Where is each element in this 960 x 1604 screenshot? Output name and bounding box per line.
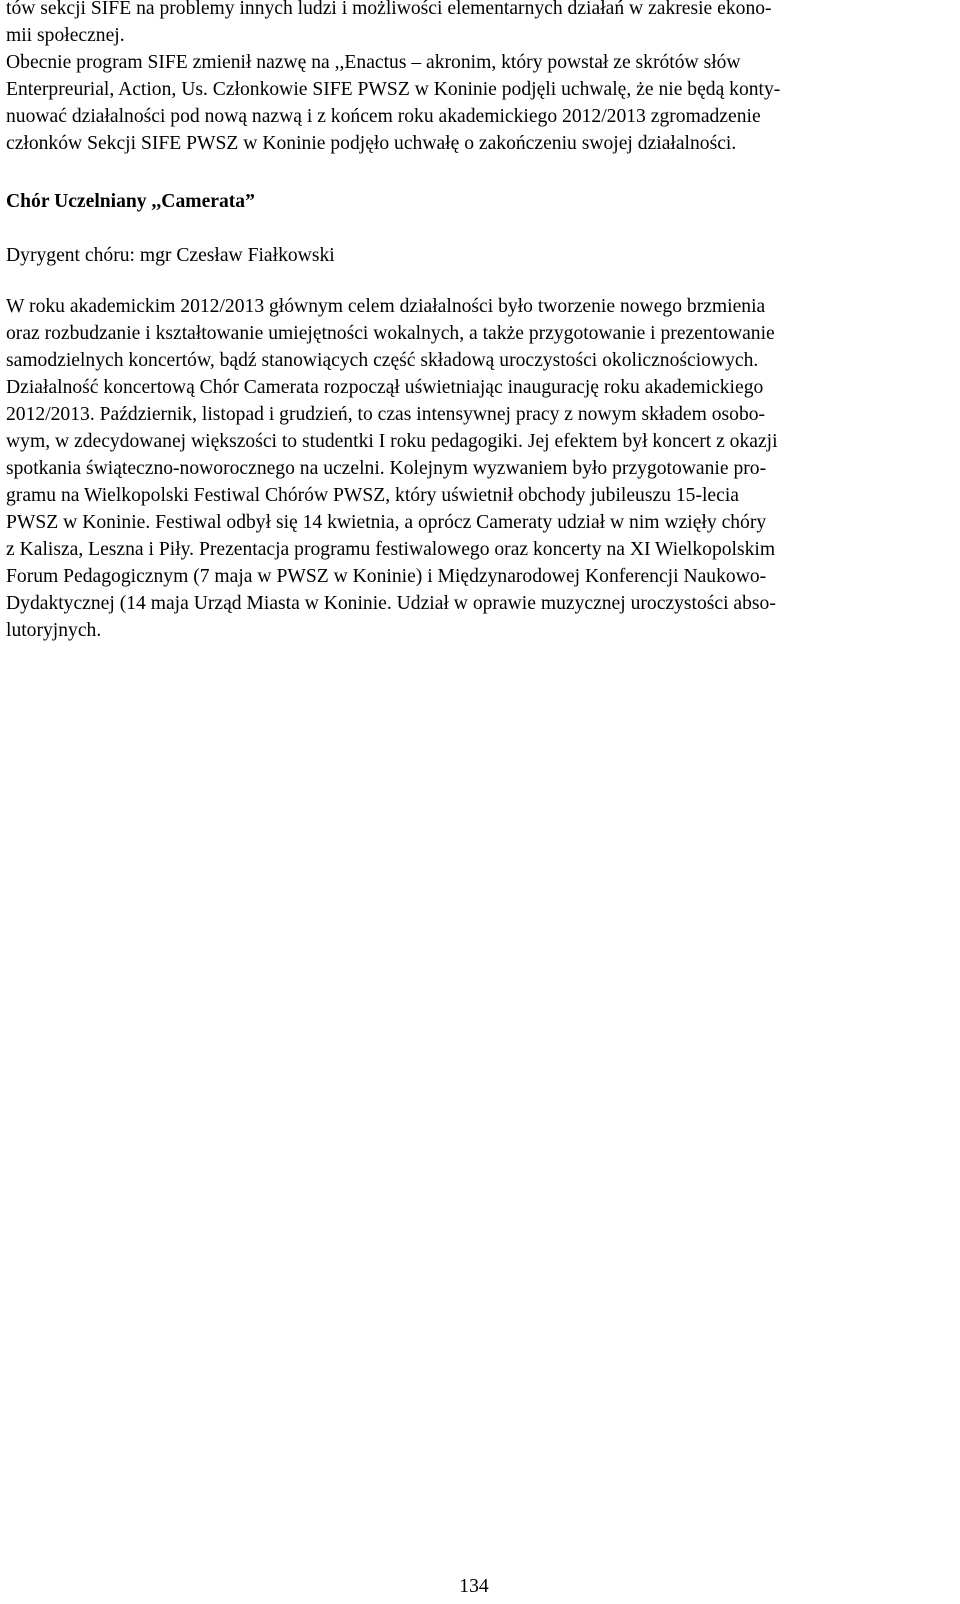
paragraph-line: z Kalisza, Leszna i Piły. Prezentacja programu festiwalowego oraz koncerty na XI Wielkopolskim (6, 539, 776, 560)
main-paragraph (6, 293, 942, 644)
paragraph-line: W roku akademickim 2012/2013 głównym celem działalności było tworzenie nowego brzmienia (6, 296, 766, 317)
paragraph-line: nuować działalności pod nową nazwą i z końcem roku akademickiego 2012/2013 zgromadzenie (6, 106, 761, 127)
paragraph-line: wym, w zdecydowanej większości to studentki I roku pedagogiki. Jej efektem był koncert z okazji (6, 431, 778, 452)
paragraph-line: lutoryjnych. (6, 620, 102, 641)
paragraph-line: gramu na Wielkopolski Festiwal Chórów PWSZ, który uświetnił obchody jubileuszu 15-lecia (6, 485, 739, 506)
paragraph-line: tów sekcji SIFE na problemy innych ludzi i możliwości elementarnych działań w zakresie ekono- (6, 0, 772, 19)
paragraph-line: mii społecznej. (6, 25, 125, 46)
paragraph-line: spotkania świąteczno-noworocznego na uczelni. Kolejnym wyzwaniem było przygotowanie pro- (6, 458, 767, 479)
paragraph-line: Forum Pedagogicznym (7 maja w PWSZ w Koninie) i Międzynarodowej Konferencji Naukowo- (6, 566, 767, 587)
top-paragraph (6, 0, 942, 157)
paragraph-line: PWSZ w Koninie. Festiwal odbył się 14 kwietnia, a oprócz Cameraty udział w nim wzięły chóry (6, 512, 767, 533)
paragraph-line: Enterpreurial, Action, Us. Członkowie SIFE PWSZ w Koninie podjęli uchwalę, że nie będą konty- (6, 79, 781, 100)
paragraph-line: samodzielnych koncertów, bądź stanowiących część składową uroczystości okolicznościowych. (6, 350, 759, 371)
paragraph-line: oraz rozbudzanie i kształtowanie umiejętności wokalnych, a także przygotowanie i prezentowanie (6, 323, 775, 344)
conductor-line: Dyrygent chóru: mgr Czesław Fiałkowski (6, 245, 335, 266)
section-heading: Chór Uczelniany ,,Camerata” (6, 191, 255, 212)
paragraph-line: członków Sekcji SIFE PWSZ w Koninie podjęło uchwałę o zakończeniu swojej działalności. (6, 133, 737, 154)
paragraph-line: Obecnie program SIFE zmienił nazwę na ,,Enactus – akronim, który powstał ze skrótów słów (6, 52, 741, 73)
page-number: 134 (459, 1576, 489, 1597)
paragraph-line: Dydaktycznej (14 maja Urząd Miasta w Koninie. Udział w oprawie muzycznej uroczystości abso- (6, 593, 776, 614)
paragraph-line: 2012/2013. Październik, listopad i grudzień, to czas intensywnej pracy z nowym składem osobo- (6, 404, 766, 425)
paragraph-line: Działalność koncertową Chór Camerata rozpoczął uświetniając inaugurację roku akademickiego (6, 377, 764, 398)
